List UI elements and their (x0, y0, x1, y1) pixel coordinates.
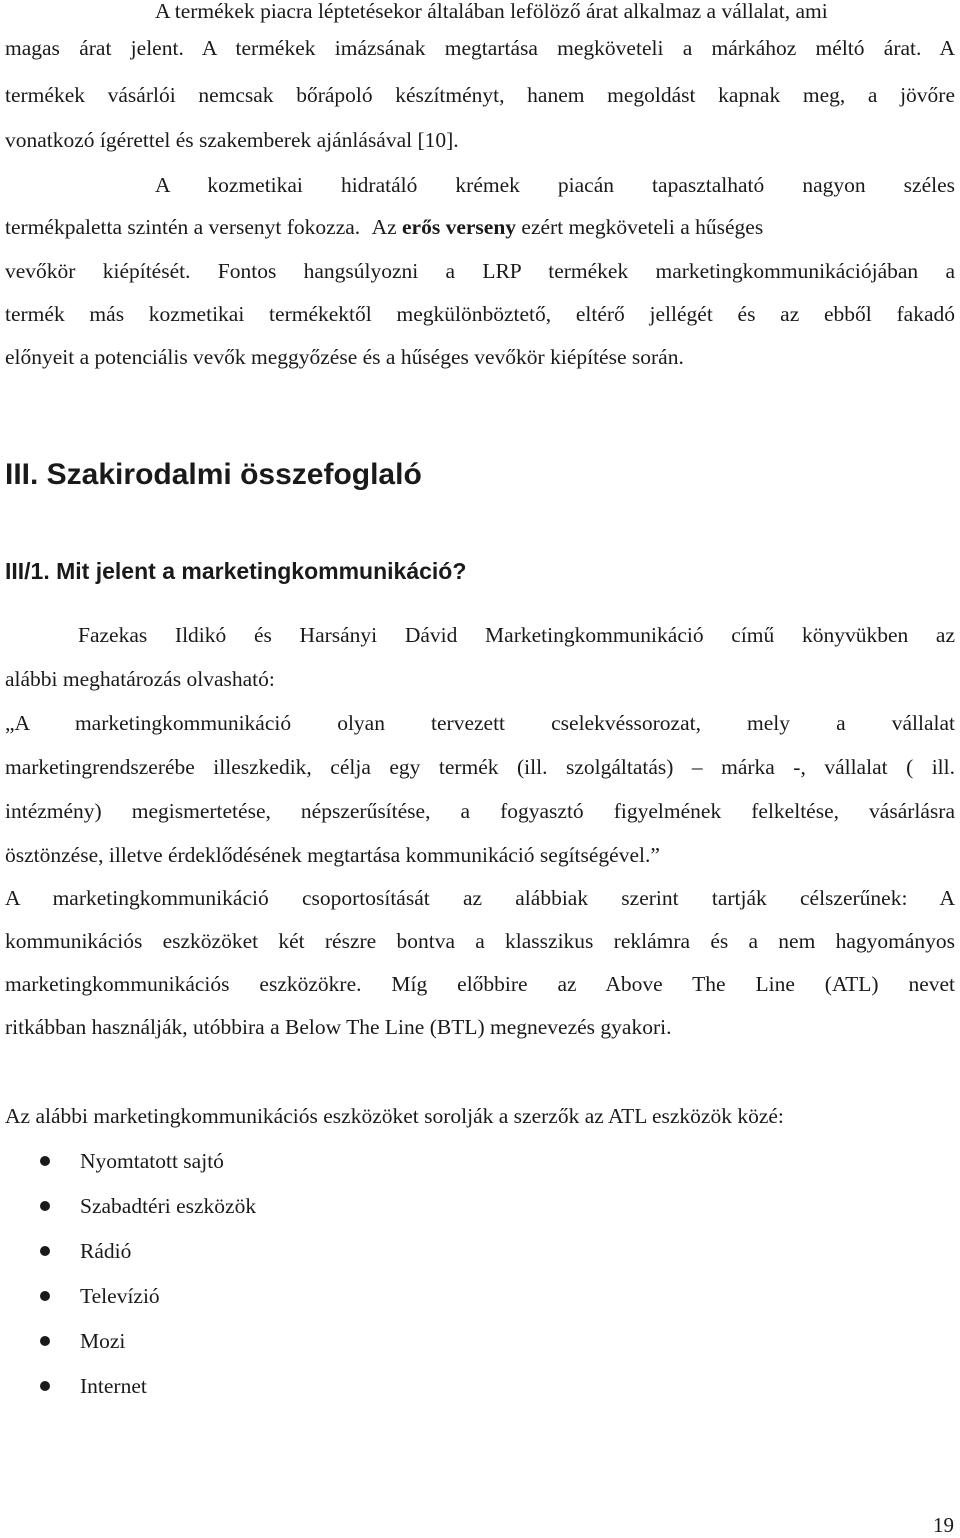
paragraph-line: marketingkommunikációs eszközökre. Míg előbbire az Above The Line (ATL) nevet (5, 972, 955, 996)
bullet-icon (40, 1381, 50, 1391)
page-number: 19 (933, 1513, 954, 1537)
bullet-icon (40, 1246, 50, 1256)
paragraph-line: alábbi meghatározás olvasható: (5, 667, 275, 691)
paragraph-line: ösztönzése, illetve érdeklődésének megtartása kommunikáció segítségével.” (5, 843, 660, 867)
paragraph-line: A termékek piacra léptetésekor általában lefölöző árat alkalmaz a vállalat, ami (155, 0, 828, 23)
paragraph-line: „A marketingkommunikáció olyan tervezett cselekvéssorozat, mely a vállalat (5, 711, 955, 735)
text-run: termékpaletta szintén a versenyt fokozza. (5, 215, 361, 239)
paragraph-line: Fazekas Ildikó és Harsányi Dávid Marketingkommunikáció című könyvükben az (78, 623, 955, 647)
bullet-icon (40, 1291, 50, 1301)
section-heading: III. Szakirodalmi összefoglaló (5, 458, 422, 491)
paragraph-line: intézmény) megismertetése, népszerűsítése, a fogyasztó figyelmének felkeltése, vásárlásra (5, 799, 955, 823)
paragraph-line: vevőkör kiépítését. Fontos hangsúlyozni a LRP termékek marketingkommunikációjában a (5, 259, 955, 283)
text-run: ezért megköveteli a hűséges (521, 215, 764, 239)
subsection-heading: III/1. Mit jelent a marketingkommunikáció? (5, 558, 467, 584)
paragraph-line: A marketingkommunikáció csoportosítását az alábbiak szerint tartják célszerűnek: A (5, 886, 955, 910)
paragraph-line: előnyeit a potenciális vevők meggyőzése és a hűséges vevőkör kiépítése során. (5, 345, 684, 369)
list-item-label: Televízió (80, 1284, 160, 1308)
paragraph-line: termék más kozmetikai termékektől megkülönböztető, eltérő jellégét és az ebből fakadó (5, 302, 955, 326)
paragraph-line: marketingrendszerébe illeszkedik, célja egy termék (ill. szolgáltatás) – márka -, vállalat ( ill. (5, 755, 955, 779)
paragraph-line: kommunikációs eszközöket két részre bontva a klasszikus reklámra és a nem hagyományos (5, 929, 955, 953)
paragraph-line: magas árat jelent. A termékek imázsának megtartása megköveteli a márkához méltó árat. A (5, 36, 955, 60)
bullet-icon (40, 1336, 50, 1346)
list-item-label: Nyomtatott sajtó (80, 1149, 224, 1173)
text-run: Az (371, 215, 397, 239)
bullet-icon (40, 1156, 50, 1166)
paragraph-line (5, 212, 955, 242)
paragraph-line: ritkábban használják, utóbbira a Below The Line (BTL) megnevezés gyakori. (5, 1015, 672, 1039)
paragraph-line: termékek vásárlói nemcsak bőrápoló készítményt, hanem megoldást kapnak meg, a jövőre (5, 83, 955, 107)
bold-phrase: erős verseny (402, 215, 517, 239)
list-item-label: Rádió (80, 1239, 132, 1263)
list-item-label: Szabadtéri eszközök (80, 1194, 257, 1218)
list-item-label: Mozi (80, 1329, 126, 1353)
list-intro: Az alábbi marketingkommunikációs eszközöket sorolják a szerzők az ATL eszközök közé: (5, 1104, 784, 1128)
bullet-icon (40, 1201, 50, 1211)
list-item-label: Internet (80, 1374, 147, 1398)
paragraph-line: vonatkozó ígérettel és szakemberek ajánlásával [10]. (5, 128, 459, 152)
paragraph-line: A kozmetikai hidratáló krémek piacán tapasztalható nagyon széles (155, 173, 955, 197)
